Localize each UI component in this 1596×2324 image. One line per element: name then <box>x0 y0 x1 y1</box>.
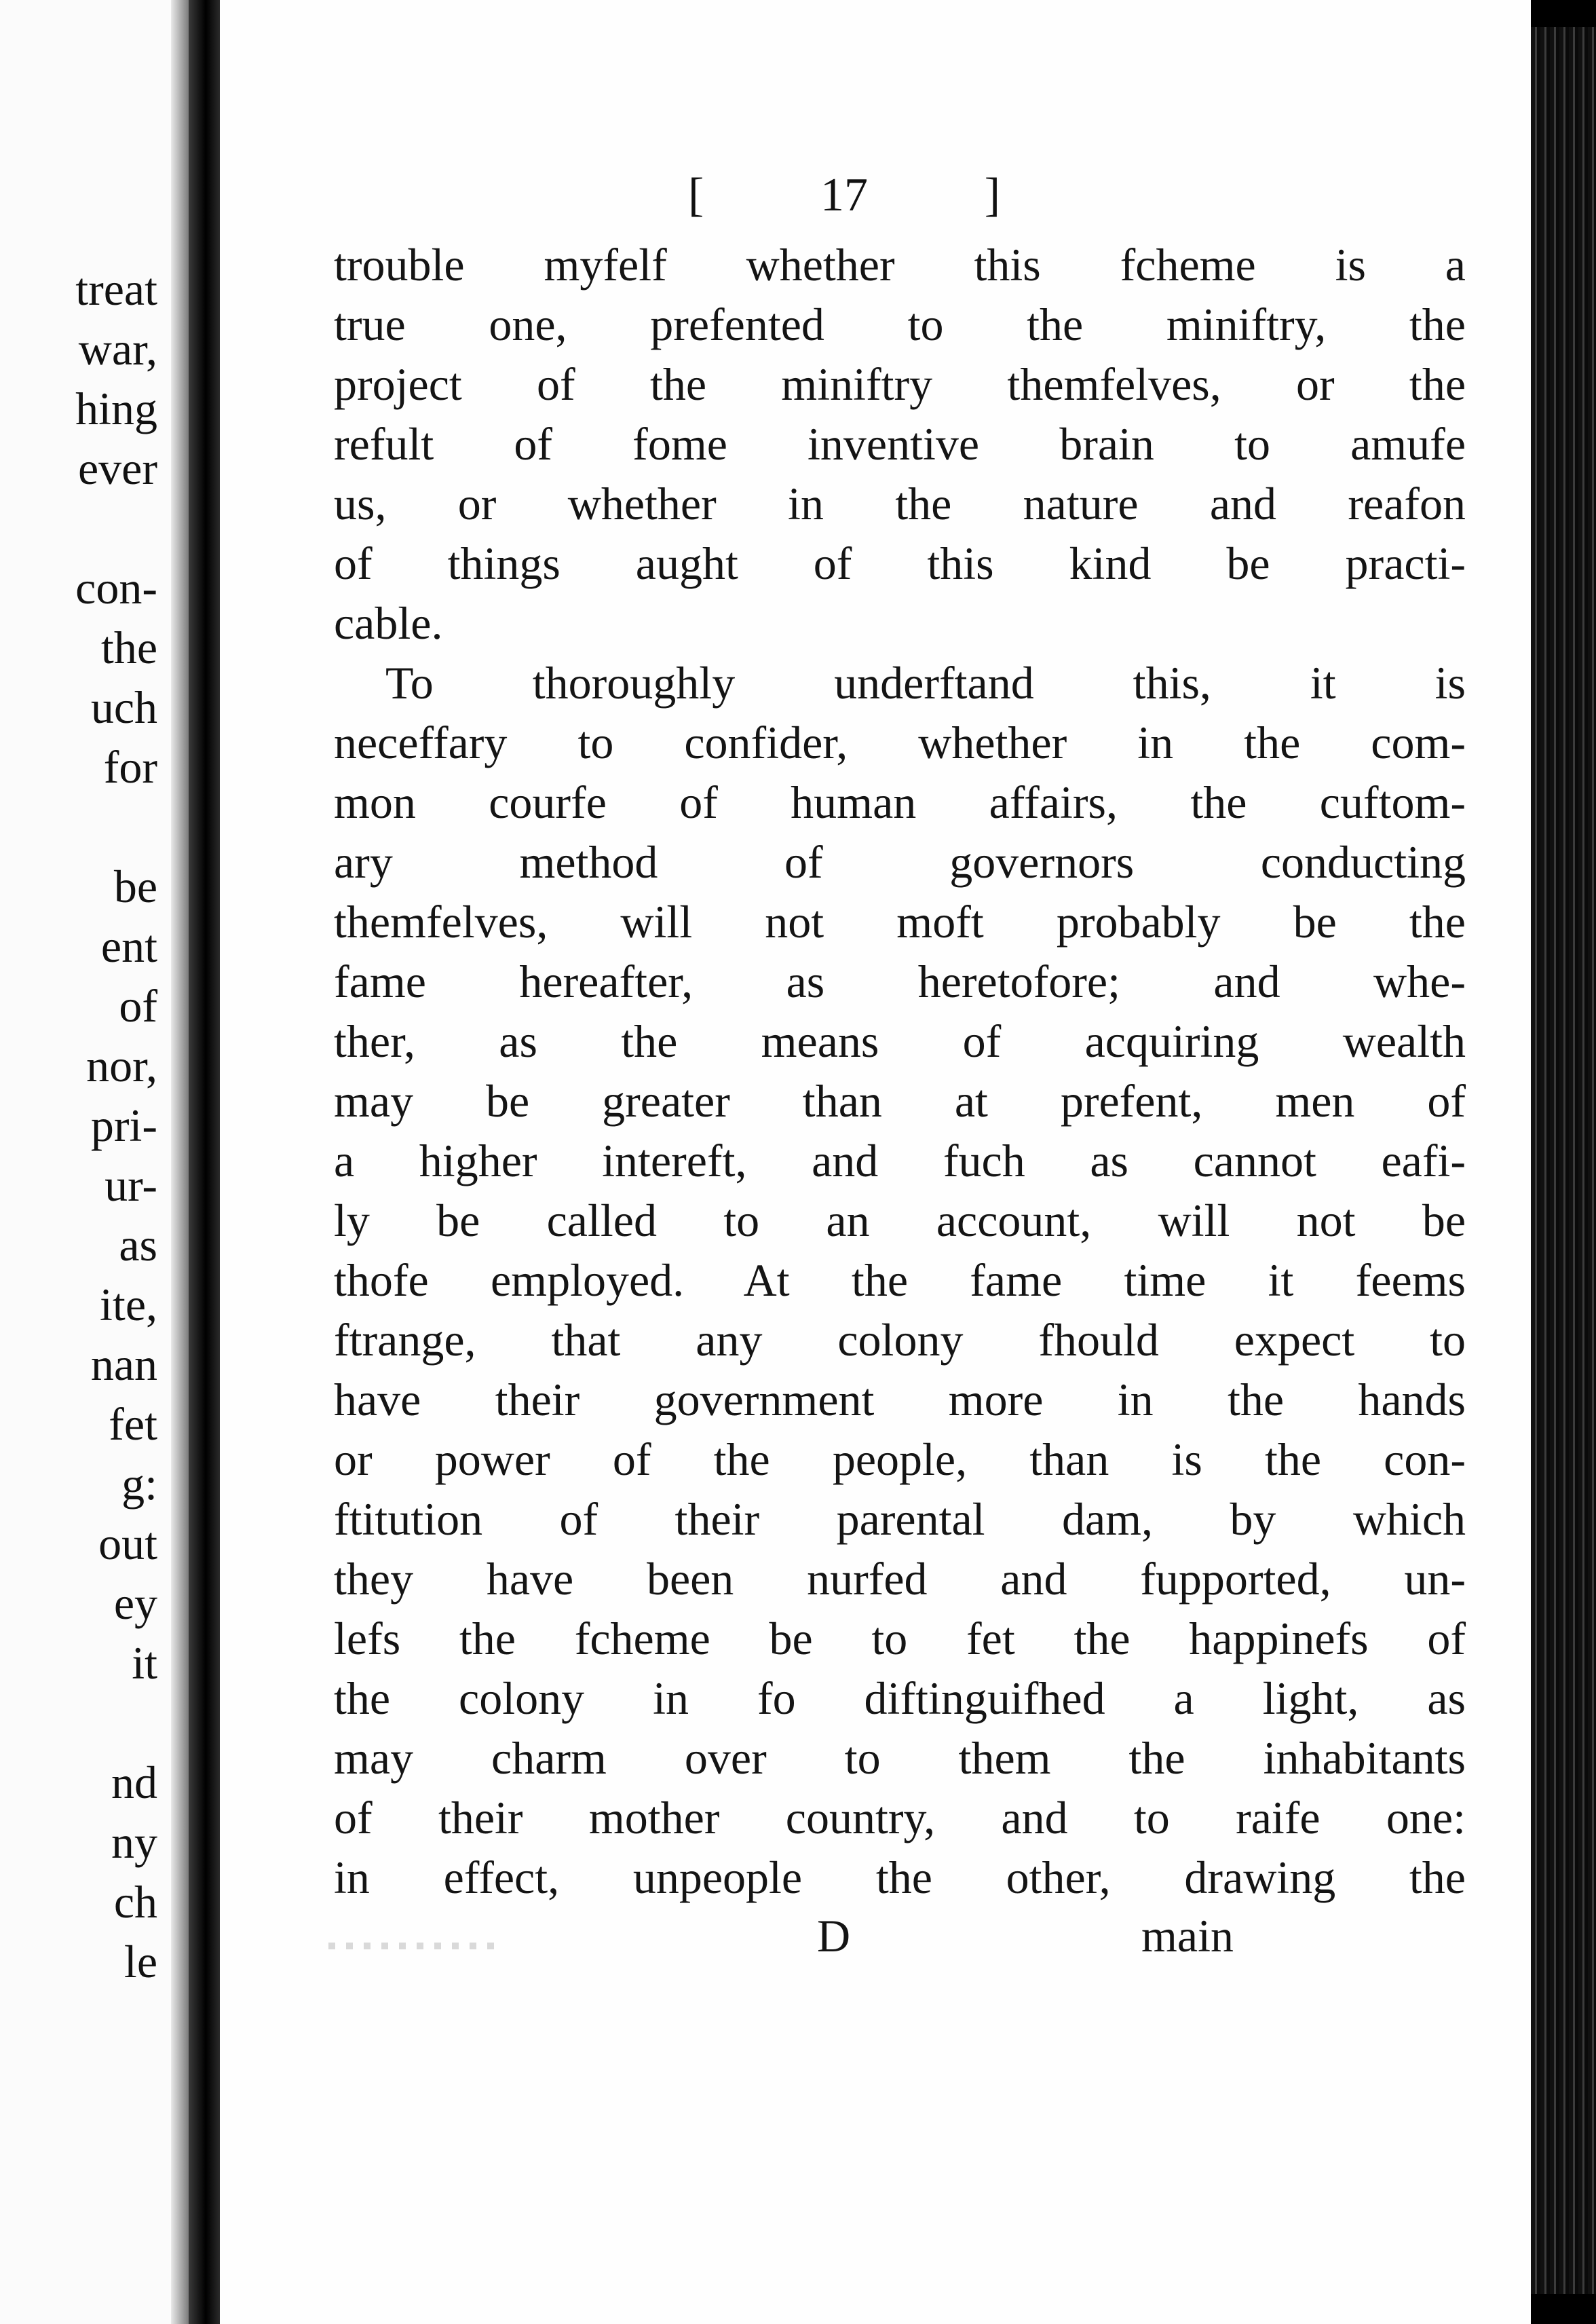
left-page-fragment: fet <box>109 1398 157 1450</box>
left-page-fragment: ite, <box>100 1279 157 1330</box>
text-line: refult of fome inventive brain to amufe <box>334 418 1466 470</box>
text-line: ary method of governors conducting <box>334 836 1466 888</box>
gutter-shadow <box>171 0 189 2324</box>
left-page-fragment: ey <box>113 1577 157 1629</box>
text-line: ly be called to an account, will not be <box>334 1195 1466 1246</box>
bracket-close: ] <box>984 169 1000 221</box>
text-line: ftitution of their parental dam, by which <box>334 1493 1466 1545</box>
text-line: true one, prefented to the miniftry, the <box>334 299 1466 350</box>
page-header <box>688 168 1000 223</box>
left-page-fragment: nor, <box>86 1040 157 1091</box>
left-page-fragment: pri- <box>90 1100 157 1151</box>
page-number: 17 <box>820 169 868 221</box>
text-line: have their government more in the hands <box>334 1374 1466 1425</box>
left-page-fragment: le <box>124 1936 157 1987</box>
text-line: the colony in fo diftinguifhed a light, as <box>334 1672 1466 1724</box>
left-page-fragment: as <box>119 1219 157 1271</box>
left-page-fragment: con- <box>75 562 157 614</box>
left-page-fragment: the <box>100 622 157 673</box>
left-page-fragment: uch <box>90 681 157 733</box>
left-page-fragment: for <box>103 741 157 793</box>
text-line: or power of the people, than is the con- <box>334 1433 1466 1485</box>
left-facing-page <box>0 0 189 2324</box>
bracket-open: [ <box>688 169 704 221</box>
left-page-fragment: hing <box>75 383 157 434</box>
text-line: in effect, unpeople the other, drawing the <box>334 1852 1466 1903</box>
text-line: of things aught of this kind be practi- <box>334 538 1466 589</box>
left-page-fragment: be <box>113 861 157 912</box>
left-page-fragment: g: <box>121 1458 157 1510</box>
text-line: ftrange, that any colony fhould expect to <box>334 1314 1466 1366</box>
left-page-fragment: ever <box>77 443 157 494</box>
left-page-fragment: out <box>98 1518 157 1569</box>
text-line: may charm over to them the inhabitants <box>334 1732 1466 1784</box>
text-line: trouble myfelf whether this fcheme is a <box>334 239 1466 290</box>
page-edges <box>1531 27 1596 2294</box>
signature-mark: D <box>817 1910 851 1962</box>
text-line: may be greater than at prefent, men of <box>334 1075 1466 1127</box>
text-line: fame hereafter, as heretofore; and whe- <box>334 956 1466 1007</box>
catchword: main <box>1141 1910 1234 1962</box>
paragraph-first-line: To thoroughly underftand this, it is <box>385 657 1466 709</box>
left-page-fragment: it <box>132 1637 157 1689</box>
text-line: ther, as the means of acquiring wealth <box>334 1015 1466 1067</box>
body-text <box>334 235 1466 1907</box>
text-line: of their mother country, and to raife one: <box>334 1792 1466 1843</box>
text-line: mon courfe of human affairs, the cuftom- <box>334 776 1466 828</box>
text-line: they have been nurfed and fupported, un- <box>334 1553 1466 1605</box>
text-line: lefs the fcheme be to fet the happinefs of <box>334 1613 1466 1664</box>
left-page-fragment: treat <box>75 263 157 315</box>
left-page-fragment: ny <box>111 1816 157 1868</box>
text-line: cable. <box>334 597 443 649</box>
text-line: us, or whether in the nature and reafon <box>334 478 1466 529</box>
left-page-fragment: nd <box>111 1757 157 1808</box>
left-page-fragment: nan <box>90 1338 157 1390</box>
left-page-fragment: ent <box>100 920 157 972</box>
show-through-mark <box>328 1943 505 1949</box>
left-page-fragment: ch <box>113 1876 157 1928</box>
right-page <box>220 0 1531 2324</box>
text-line: neceffary to confider, whether in the com- <box>334 717 1466 768</box>
text-line: a higher intereft, and fuch as cannot eafi- <box>334 1135 1466 1186</box>
left-page-fragment: of <box>119 980 157 1032</box>
text-line: thofe employed. At the fame time it feems <box>334 1254 1466 1306</box>
text-line: themfelves, will not moft probably be the <box>334 896 1466 948</box>
left-page-fragment: ur- <box>104 1159 157 1211</box>
left-page-fragment: war, <box>78 323 157 375</box>
book-spine <box>189 0 220 2324</box>
text-line: project of the miniftry themfelves, or the <box>334 358 1466 410</box>
